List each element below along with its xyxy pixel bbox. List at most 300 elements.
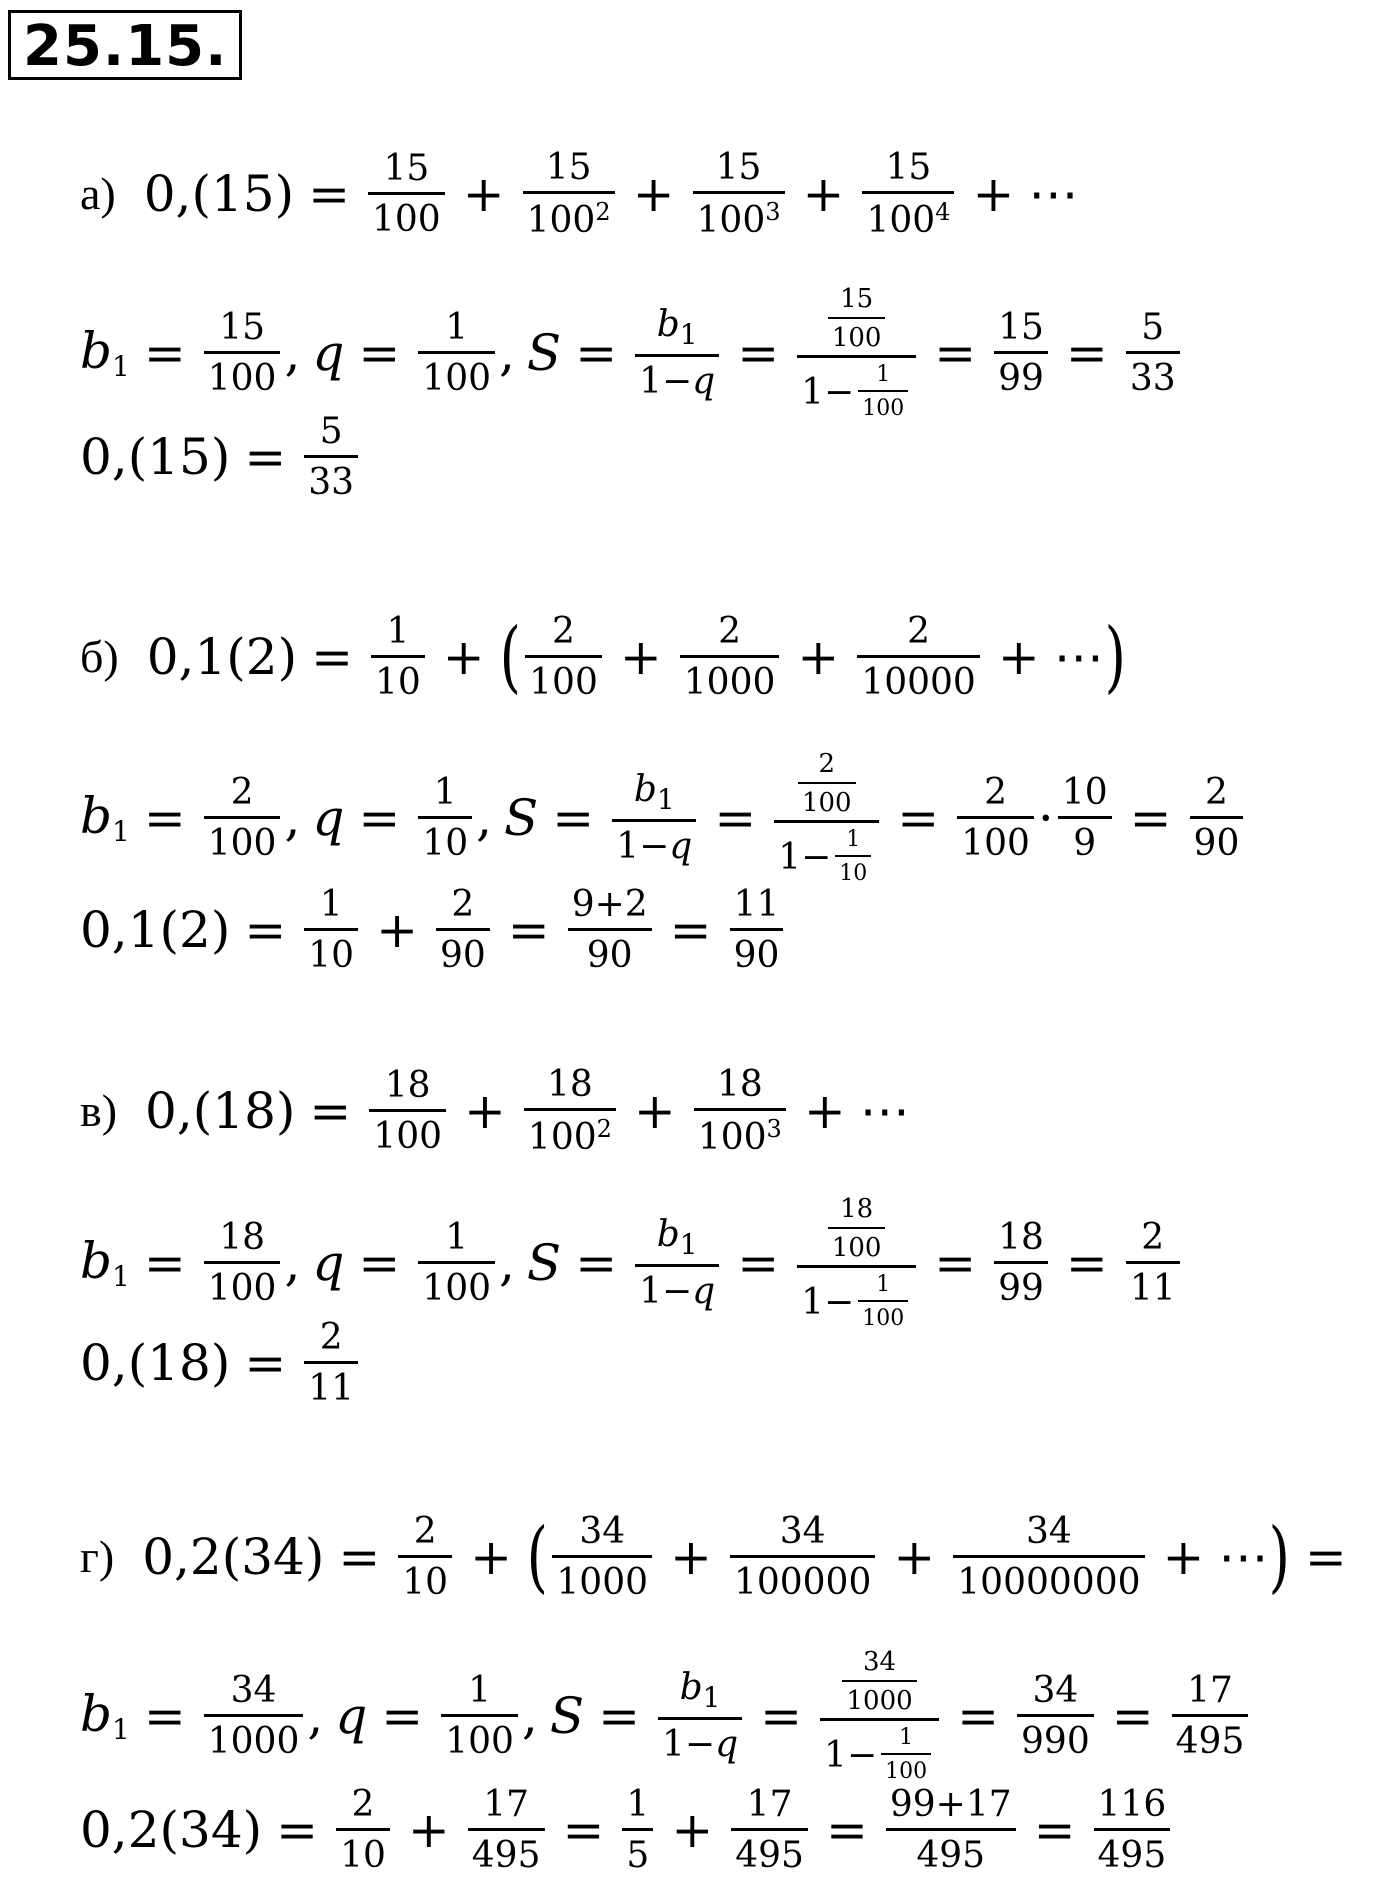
- math-symbol: q: [715, 1723, 739, 1765]
- fraction: [881, 1726, 931, 1784]
- denominator: [524, 1108, 616, 1158]
- denominator: [774, 820, 879, 886]
- denominator: 100: [204, 1261, 281, 1309]
- math-symbol: 1: [801, 371, 825, 413]
- subscript: 1: [656, 783, 675, 817]
- math-symbol: S: [526, 1234, 562, 1293]
- denominator: 10: [371, 655, 425, 703]
- numerator: 15: [885, 147, 932, 188]
- subscript: 1: [112, 349, 130, 383]
- fraction: [441, 1671, 518, 1761]
- operator: =: [309, 1082, 352, 1141]
- denominator: [612, 819, 696, 867]
- part-a-sum-line: [80, 285, 1184, 422]
- numerator: 2: [984, 772, 1008, 814]
- part-a-answer-line: [80, 412, 362, 502]
- math-symbol: [80, 321, 130, 383]
- denominator: [635, 354, 719, 402]
- part-b-series-line: [80, 612, 1126, 702]
- term-fraction: [523, 148, 615, 240]
- math-symbol: q: [692, 1270, 716, 1312]
- operator: =: [957, 1687, 1000, 1746]
- term-fraction: [862, 148, 954, 240]
- part-b-answer-line: [80, 885, 787, 975]
- math-symbol: ,: [499, 324, 515, 383]
- math-symbol: [80, 1231, 130, 1293]
- answer-fraction: [1094, 1785, 1171, 1875]
- math-symbol: ,: [521, 1687, 538, 1746]
- numerator: [820, 285, 894, 355]
- numerator: 116: [1097, 1784, 1167, 1825]
- numerator: 34: [1025, 1511, 1072, 1552]
- numerator: 18: [840, 1194, 874, 1224]
- math-symbol: b: [80, 786, 113, 845]
- parenthesis: (: [526, 1512, 548, 1603]
- fraction: [858, 1273, 908, 1331]
- math-symbol: ,: [284, 789, 301, 848]
- fraction: [635, 305, 719, 401]
- part-b-sum-line: [80, 750, 1247, 887]
- operator: +: [972, 165, 1015, 224]
- subscript: 1: [112, 814, 130, 848]
- math-symbol: 100: [697, 1116, 767, 1158]
- operator: =: [143, 1234, 186, 1293]
- math-symbol: 100: [527, 1116, 597, 1158]
- operator: =: [311, 628, 353, 687]
- denominator: 90: [436, 928, 490, 976]
- math-symbol: S: [549, 1687, 585, 1746]
- denominator: 100: [957, 816, 1034, 864]
- operator: =: [1129, 789, 1172, 848]
- denominator: 100: [369, 1109, 446, 1157]
- math-symbol: b: [80, 321, 113, 380]
- numerator: 1: [846, 827, 861, 853]
- math-symbol: q: [312, 324, 345, 383]
- numerator: 2: [230, 772, 254, 814]
- fraction: [858, 363, 908, 421]
- operator: =: [143, 789, 186, 848]
- denominator: 1000: [842, 1680, 916, 1716]
- fraction: [994, 308, 1048, 398]
- denominator: 1000: [680, 655, 780, 703]
- fraction: [1017, 1671, 1094, 1761]
- denominator: 5: [622, 1828, 653, 1876]
- fraction: [957, 773, 1034, 863]
- math-symbol: q: [692, 360, 716, 402]
- fraction: [304, 885, 358, 975]
- denominator: 100: [798, 782, 856, 818]
- fraction: [886, 1785, 1016, 1875]
- fraction: [622, 1785, 653, 1875]
- math-symbol: −: [824, 371, 855, 413]
- operator: =: [714, 789, 757, 848]
- operator: =: [825, 1801, 868, 1860]
- numerator: 18: [384, 1065, 431, 1106]
- math-symbol: ,: [307, 1687, 324, 1746]
- term-fraction: [368, 149, 445, 239]
- parenthesis: (: [499, 612, 521, 703]
- numerator: 2: [451, 884, 475, 925]
- exponent: 3: [765, 197, 781, 226]
- math-symbol: b: [679, 1667, 703, 1709]
- fraction: [204, 1218, 281, 1308]
- denominator: 99: [994, 1261, 1048, 1309]
- math-symbol: 100: [526, 199, 596, 241]
- numerator: 99+17: [889, 1784, 1012, 1825]
- numerator: 2: [351, 1784, 375, 1825]
- numerator: 1: [876, 362, 891, 388]
- part-c-sum-line: [80, 1195, 1184, 1332]
- fraction: [1172, 1671, 1249, 1761]
- denominator: [694, 1108, 786, 1158]
- math-symbol: 1: [639, 1270, 662, 1312]
- numerator: 2: [907, 611, 931, 652]
- numerator: 15: [715, 147, 762, 188]
- fraction: [418, 773, 472, 863]
- math-symbol: q: [312, 789, 345, 848]
- operator: =: [244, 428, 287, 487]
- fraction: [371, 612, 425, 702]
- math-symbol: ,: [476, 789, 493, 848]
- denominator: 100: [828, 317, 886, 353]
- numerator: 1: [433, 772, 457, 814]
- fraction: [525, 612, 602, 702]
- fraction: [828, 1195, 886, 1262]
- operator: =: [338, 1528, 381, 1587]
- part-d-sum-line: [80, 1648, 1252, 1785]
- compound-fraction: [774, 750, 879, 887]
- math-symbol: 0,(15): [80, 428, 231, 487]
- denominator: 100: [204, 351, 281, 399]
- operator: +: [1162, 1528, 1205, 1587]
- fraction: [1126, 1218, 1180, 1308]
- numerator: 17: [746, 1784, 793, 1825]
- denominator: 495: [731, 1828, 808, 1876]
- numerator: 1: [876, 1272, 891, 1298]
- denominator: 495: [468, 1828, 545, 1876]
- denominator: 100: [204, 816, 281, 864]
- compound-fraction: [820, 1648, 939, 1785]
- operator: +: [407, 1801, 450, 1860]
- fraction: [418, 1218, 495, 1308]
- numerator: 2: [1205, 772, 1228, 814]
- denominator: 10000000: [953, 1555, 1144, 1603]
- operator: +: [997, 628, 1040, 687]
- numerator: 1: [319, 884, 343, 925]
- fraction: [204, 1671, 304, 1761]
- operator: +: [802, 165, 845, 224]
- fraction: [552, 1512, 652, 1602]
- numerator: [653, 1215, 702, 1264]
- operator: =: [1111, 1687, 1154, 1746]
- operator: =: [737, 1234, 780, 1293]
- denominator: 9: [1058, 816, 1112, 864]
- denominator: 1000: [552, 1555, 652, 1603]
- math-symbol: 0,2(34): [80, 1801, 263, 1860]
- parenthesis: ): [1104, 612, 1126, 703]
- operator: =: [669, 901, 712, 960]
- fraction: [835, 828, 871, 886]
- math-symbol: 0,1(2): [80, 901, 231, 960]
- numerator: 2: [413, 1511, 437, 1552]
- fraction: [857, 612, 980, 702]
- math-symbol: ⋯: [859, 1082, 910, 1141]
- numerator: 2: [1141, 1217, 1165, 1259]
- operator: =: [1065, 1234, 1108, 1293]
- math-symbol: b: [633, 769, 657, 811]
- denominator: 100: [525, 655, 602, 703]
- math-symbol: 100: [696, 199, 766, 241]
- math-symbol: 1: [662, 1723, 685, 1765]
- operator: =: [143, 1687, 186, 1746]
- math-symbol: −: [801, 836, 832, 878]
- subscript: 1: [679, 1228, 698, 1262]
- numerator: 15: [219, 307, 266, 349]
- numerator: [676, 1668, 725, 1717]
- fraction: [369, 1066, 446, 1156]
- fraction: [468, 1785, 545, 1875]
- fraction: [731, 1785, 808, 1875]
- math-symbol: 1: [801, 1281, 825, 1323]
- denominator: 990: [1017, 1714, 1094, 1762]
- numerator: 2: [552, 611, 575, 652]
- denominator: [797, 1265, 916, 1331]
- numerator: 1: [899, 1725, 914, 1751]
- numerator: 1: [468, 1670, 492, 1712]
- denominator: 10: [835, 855, 871, 886]
- operator: =: [562, 1801, 605, 1860]
- operator: +: [462, 165, 505, 224]
- fraction: [798, 750, 856, 817]
- numerator: 15: [840, 284, 874, 314]
- subscript: 1: [112, 1712, 130, 1746]
- operator: =: [308, 165, 350, 224]
- numerator: 34: [230, 1670, 277, 1712]
- fraction: [204, 773, 281, 863]
- math-symbol: S: [526, 324, 562, 383]
- operator: +: [803, 1082, 846, 1141]
- math-symbol: [80, 786, 130, 848]
- numerator: 17: [1187, 1670, 1233, 1712]
- operator: +: [632, 165, 675, 224]
- operator: =: [244, 1334, 287, 1393]
- denominator: 100: [418, 351, 495, 399]
- denominator: [862, 191, 954, 241]
- math-symbol: b: [80, 1231, 113, 1290]
- operator: +: [470, 1528, 512, 1587]
- denominator: [693, 191, 785, 241]
- answer-fraction: [304, 1318, 358, 1408]
- answer-fraction: [730, 885, 784, 975]
- operator: =: [358, 324, 401, 383]
- denominator: [797, 355, 916, 421]
- operator: +: [619, 628, 662, 687]
- operator: =: [244, 901, 287, 960]
- math-symbol: b: [80, 1684, 113, 1743]
- numerator: 18: [998, 1217, 1044, 1259]
- numerator: 2: [818, 749, 836, 779]
- operator: =: [1065, 324, 1108, 383]
- numerator: 9+2: [571, 884, 648, 925]
- numerator: 15: [998, 307, 1044, 349]
- denominator: 33: [1126, 351, 1180, 399]
- denominator: 100: [858, 1300, 908, 1331]
- subscript: 1: [679, 318, 698, 352]
- numerator: 34: [863, 1647, 897, 1677]
- denominator: 99: [994, 351, 1048, 399]
- problem-number: 25.15.: [8, 10, 242, 80]
- operator: +: [442, 628, 485, 687]
- operator: +: [797, 628, 840, 687]
- math-symbol: −: [662, 360, 693, 402]
- fraction: [694, 1065, 786, 1157]
- operator: =: [143, 324, 186, 383]
- operator: =: [552, 789, 595, 848]
- denominator: 10: [336, 1828, 390, 1876]
- term-fraction: [693, 148, 785, 240]
- numerator: 2: [718, 611, 742, 652]
- math-symbol: 100: [866, 199, 936, 241]
- numerator: 5: [319, 411, 343, 452]
- fraction: [680, 612, 780, 702]
- subscript: 1: [112, 1259, 130, 1293]
- operator: =: [358, 789, 401, 848]
- math-symbol: −: [846, 1734, 878, 1776]
- math-symbol: 1: [778, 836, 802, 878]
- numerator: 1: [445, 307, 469, 349]
- math-symbol: b: [656, 304, 680, 346]
- fraction: [1126, 308, 1180, 398]
- numerator: 1: [626, 1784, 650, 1825]
- fraction: [658, 1668, 742, 1764]
- numerator: 18: [547, 1064, 593, 1105]
- operator: =: [897, 789, 940, 848]
- part-c-answer-line: [80, 1318, 362, 1408]
- denominator: 10: [304, 928, 358, 976]
- denominator: 100: [828, 1227, 886, 1263]
- numerator: [653, 305, 702, 354]
- operator: +: [893, 1528, 936, 1587]
- operator: +: [670, 1528, 712, 1587]
- denominator: 100: [881, 1753, 931, 1784]
- numerator: [834, 1648, 924, 1718]
- part-label: в): [80, 1085, 118, 1137]
- fraction: [612, 770, 696, 866]
- operator: =: [598, 1687, 640, 1746]
- math-symbol: ·: [1037, 789, 1054, 848]
- math-symbol: ,: [284, 324, 301, 383]
- fraction: [436, 885, 490, 975]
- part-a-series-line: [80, 148, 1078, 240]
- math-symbol: 0,1(2): [146, 628, 298, 687]
- operator: =: [737, 324, 780, 383]
- fraction: [1190, 773, 1244, 863]
- fraction: [730, 1512, 875, 1602]
- denominator: 100: [441, 1714, 518, 1762]
- math-symbol: q: [335, 1687, 368, 1746]
- operator: =: [381, 1687, 424, 1746]
- fraction: [635, 1215, 719, 1311]
- part-label: б): [80, 631, 119, 683]
- numerator: [630, 770, 679, 819]
- exponent: 3: [766, 1114, 782, 1143]
- math-symbol: 1: [824, 1734, 847, 1776]
- math-symbol: q: [669, 825, 693, 867]
- part-c-series-line: [80, 1065, 910, 1157]
- denominator: 1000: [204, 1714, 304, 1762]
- math-symbol: [80, 1684, 130, 1746]
- fraction: [842, 1648, 916, 1715]
- fraction: [418, 308, 495, 398]
- operator: +: [671, 1801, 714, 1860]
- operator: +: [464, 1082, 506, 1141]
- denominator: 90: [1190, 816, 1244, 864]
- math-symbol: 1: [616, 825, 640, 867]
- denominator: 495: [886, 1828, 1016, 1876]
- math-symbol: −: [824, 1281, 855, 1323]
- operator: =: [575, 1234, 618, 1293]
- numerator: 18: [219, 1217, 266, 1259]
- math-symbol: ,: [284, 1234, 301, 1293]
- numerator: 1: [445, 1217, 469, 1259]
- denominator: 90: [730, 928, 784, 976]
- fraction: [336, 1785, 390, 1875]
- denominator: 10: [398, 1555, 452, 1603]
- numerator: 34: [579, 1511, 626, 1552]
- denominator: 33: [304, 455, 358, 503]
- parenthesis: ): [1268, 1512, 1291, 1603]
- subscript: 1: [702, 1681, 721, 1715]
- exponent: 2: [595, 197, 611, 226]
- fraction: [524, 1065, 616, 1157]
- math-symbol: ,: [499, 1234, 515, 1293]
- denominator: 10000: [857, 655, 980, 703]
- math-symbol: −: [684, 1723, 716, 1765]
- math-symbol: −: [662, 1270, 693, 1312]
- compound-fraction: [797, 1195, 916, 1332]
- operator: +: [376, 901, 418, 960]
- fraction: [204, 308, 281, 398]
- numerator: 34: [779, 1511, 826, 1552]
- math-symbol: 0,2(34): [142, 1528, 325, 1587]
- exponent: 4: [935, 197, 951, 226]
- operator: =: [507, 901, 550, 960]
- denominator: [820, 1718, 939, 1784]
- denominator: 90: [568, 928, 652, 976]
- math-symbol: −: [639, 825, 670, 867]
- operator: =: [934, 1234, 977, 1293]
- math-symbol: 1: [639, 360, 662, 402]
- compound-fraction: [797, 285, 916, 422]
- fraction: [994, 1218, 1048, 1308]
- ellipsis: ⋯: [1028, 165, 1079, 224]
- exponent: 2: [596, 1114, 612, 1143]
- fraction: [953, 1512, 1144, 1602]
- operator: +: [633, 1082, 676, 1141]
- numerator: 15: [545, 147, 592, 188]
- fraction: [398, 1512, 452, 1602]
- numerator: 5: [1141, 307, 1165, 349]
- fraction: [828, 285, 886, 352]
- numerator: 2: [319, 1317, 343, 1358]
- operator: =: [575, 324, 618, 383]
- math-symbol: ⋯: [1053, 628, 1104, 687]
- part-d-series-line: [80, 1512, 1361, 1602]
- decimal-value: 0,(15): [143, 165, 295, 224]
- operator: =: [358, 1234, 401, 1293]
- part-label: а): [80, 168, 116, 220]
- numerator: 17: [483, 1784, 530, 1825]
